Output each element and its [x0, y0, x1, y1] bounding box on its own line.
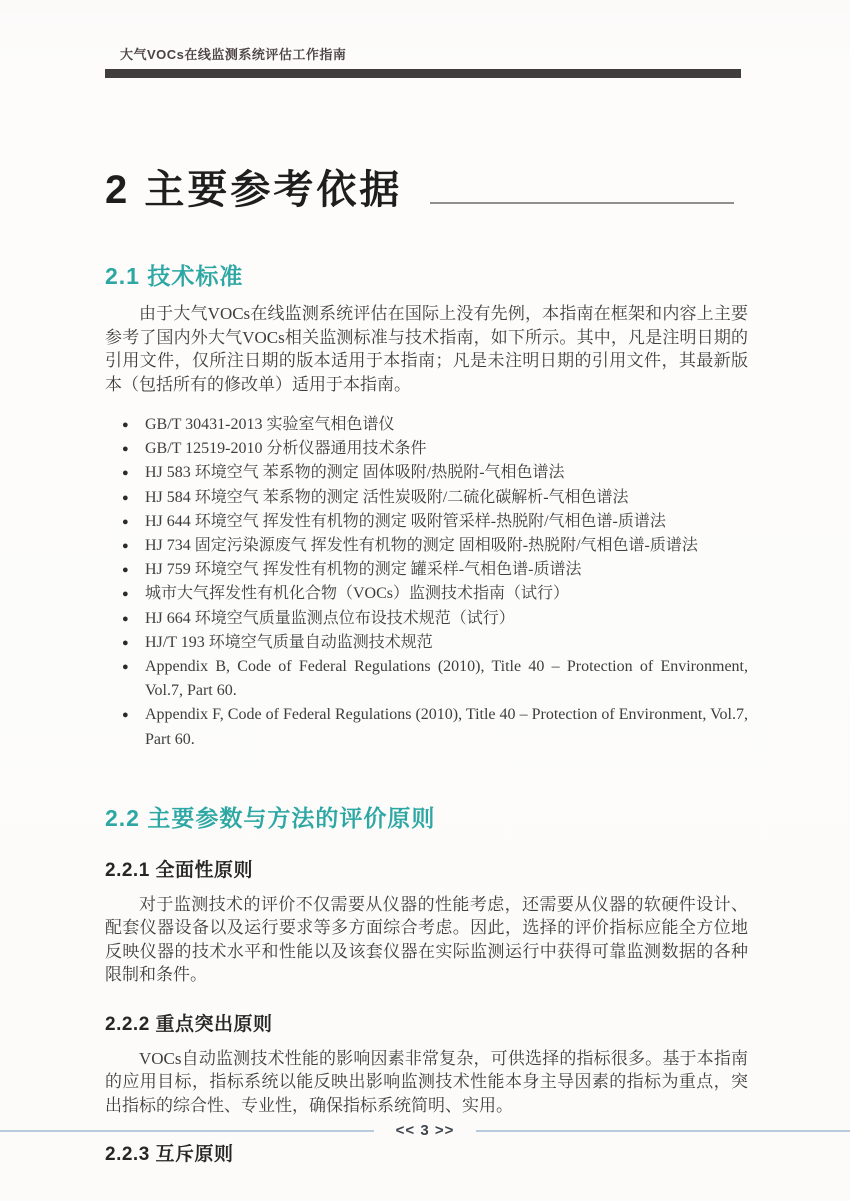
list-item: ● HJ/T 193 环境空气质量自动监测技术规范 — [145, 631, 748, 655]
list-item: ● HJ 759 环境空气 挥发性有机物的测定 罐采样-气相色谱-质谱法 — [145, 558, 748, 582]
list-item: ● GB/T 12519-2010 分析仪器通用技术条件 — [145, 437, 748, 461]
list-item: ● Appendix F, Code of Federal Regulations (2010), Title 40 – Protection of Environment, Vol.7, Part 60. — [145, 703, 748, 751]
chapter-title-row — [105, 168, 748, 212]
chapter-title: 2 主要参考依据 — [105, 168, 403, 212]
content-column — [105, 0, 748, 1166]
list-item: ● HJ 583 环境空气 苯系物的测定 固体吸附/热脱附-气相色谱法 — [145, 461, 748, 485]
section-2-1-intro-paragraph: 由于大气VOCs在线监测系统评估在国际上没有先例，本指南在框架和内容上主要参考了国内外大气VOCs相关监测标准与技术指南，如下所示。其中，凡是注明日期的引用文件，仅所注日期的版本适用于本指南；凡是未注明日期的引用文件，其最新版本（包括所有的修改单）适用于本指南。 — [105, 304, 748, 394]
chapter-decorative-rule — [430, 202, 734, 204]
list-item: ● HJ 664 环境空气质量监测点位布设技术规范（试行） — [145, 607, 748, 631]
running-header-title: 大气VOCs在线监测系统评估工作指南 — [120, 47, 347, 62]
list-item: ● Appendix B, Code of Federal Regulations (2010), Title 40 – Protection of Environment, Vol.7, Part 60. — [145, 655, 748, 703]
footer-rule-right — [476, 1130, 850, 1132]
list-item: ● 城市大气挥发性有机化合物（VOCs）监测技术指南（试行） — [145, 582, 748, 606]
list-item: ● HJ 734 固定污染源废气 挥发性有机物的测定 固相吸附-热脱附/气相色谱-质谱法 — [145, 534, 748, 558]
list-item: ● GB/T 30431-2013 实验室气相色谱仪 — [145, 413, 748, 437]
page-footer — [0, 1122, 850, 1139]
subsection-heading-2-2-1: 2.2.1 全面性原则 — [105, 859, 254, 881]
subsection-heading-2-2-3: 2.2.3 互斥原则 — [105, 1144, 234, 1166]
section-heading-2-2: 2.2 主要参数与方法的评价原则 — [105, 804, 436, 831]
subsection-heading-2-2-2: 2.2.2 重点突出原则 — [105, 1013, 273, 1035]
list-item: ● HJ 644 环境空气 挥发性有机物的测定 吸附管采样-热脱附/气相色谱-质谱法 — [145, 510, 748, 534]
subsection-2-2-1-paragraph: 对于监测技术的评价不仅需要从仪器的性能考虑，还需要从仪器的软硬件设计、配套仪器设备以及运行要求等多方面综合考虑。因此，选择的评价指标应能全方位地反映仪器的技术水平和性能以及该套仪器在实际监测运行中获得可靠监测数据的各种限制和条件。 — [105, 894, 748, 985]
page-number: << 3 >> — [395, 1122, 455, 1139]
footer-rule-left — [0, 1130, 374, 1132]
list-item: ● HJ 584 环境空气 苯系物的测定 活性炭吸附/二硫化碳解析-气相色谱法 — [145, 486, 748, 510]
section-heading-2-1: 2.1 技术标准 — [105, 263, 244, 289]
subsection-2-2-2-paragraph: VOCs自动监测技术性能的影响因素非常复杂，可供选择的指标很多。基于本指南的应用目标，指标系统以能反映出影响监测技术性能本身主导因素的指标为重点，突出指标的综合性、专业性，确保指标系统简明、实用。 — [105, 1048, 748, 1115]
reference-standards-list — [105, 413, 748, 752]
